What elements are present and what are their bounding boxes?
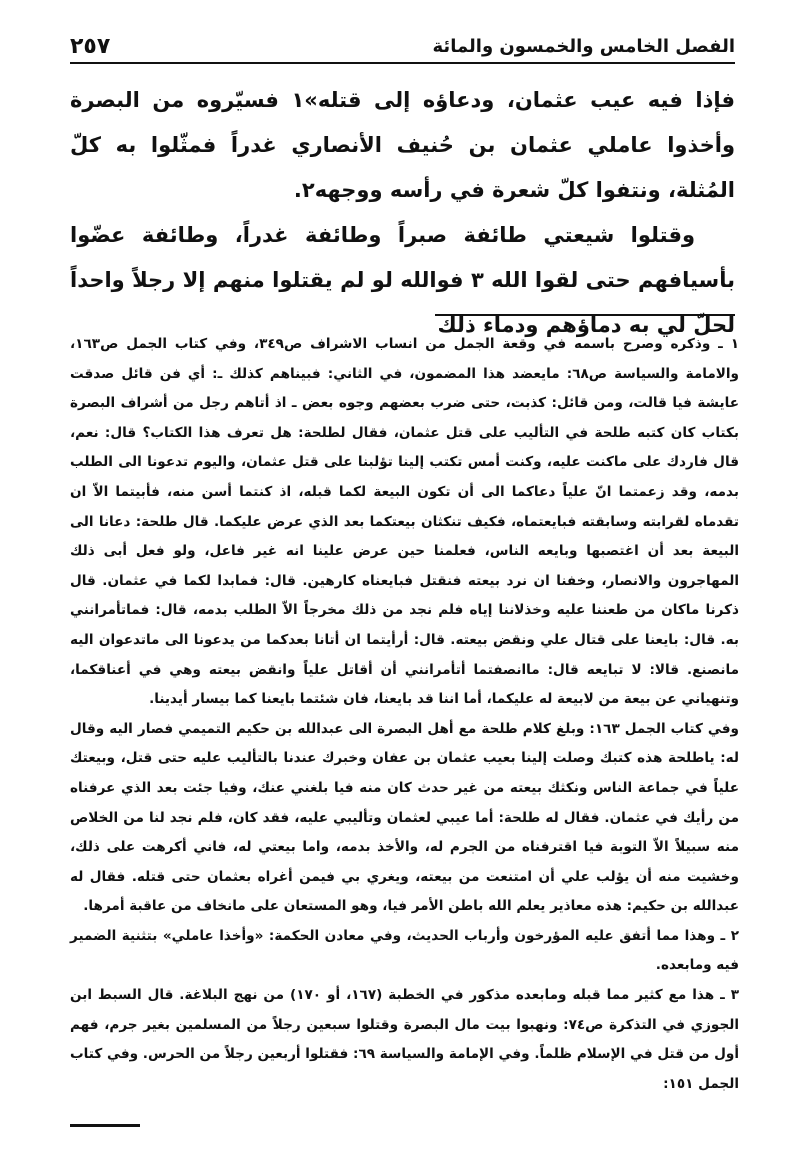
main-text	[70, 78, 735, 348]
footnotes	[70, 330, 739, 1099]
footnote-1-part-b: وفي كتاب الجمل ١٦٣: وبلغ كلام طلحة مع أهل البصرة الى عبدالله بن حكيم التميمي فصار اليه وقال له: ياطلحة هذه كتبك وصلت إلينا بعيب عثمان بن عفان وخبرك عندنا بالتأليب عليه حتى قتل، وبيعتك علياً في جماعة الناس ونكثك بيعته من غير حدث كان منه فيا بلغني عنك، وفيا جئت بعد الذي عرفناه من رأيك في عثمان. فقال له طلحة: أما عيبي لعثمان وتأليبي عليه، فقد كان، فلم نجد لنا من الخلاص منه سبيلاً الاّ التوبة فيا اقترفناه من الجرم له، والأخذ بدمه، واما بيعتي له، فاني أكرهت على ذلك، وخشيت منه أن يؤلب علي أن امتنعت من بيعته، ويغري بي فيمن أغراه بعثمان حتى قتله. فقال له عبدالله بن حكيم: هذه معاذير يعلم الله باطن الأمر فيا، وهو المستعان على مانخاف من عاقبة أمرها.	[70, 720, 739, 915]
continuation-arrow	[70, 1124, 140, 1127]
page-number: ٢٥٧	[70, 33, 111, 59]
main-paragraph-1: فإذا فيه عيب عثمان، ودعاؤه إلى قتله»١ فسيّروه من البصرة وأخذوا عاملي عثمان بن حُنيف الأنصاري غدراً فمثّلوا به كلّ المُثلة، ونتفوا كلّ شعرة في رأسه ووجهه٢.	[70, 88, 735, 202]
footnote-2: ٢ ـ وهذا مما أتفق عليه المؤرخون وأرباب الحديث، وفي معادن الحكمة: «وأخذا عاملي» بتثنية الضمير فيه ومابعده.	[70, 927, 739, 974]
header-rule	[70, 62, 735, 64]
footnote-1-part-a: ١ ـ وذكره وصرح باسمه في وقعة الجمل من انساب الاشراف ص٣٤٩، وفي كتاب الجمل ص١٦٣، والامامة والسياسة ص٦٨: مايعضد هذا المضمون، في الثاني: فبيناهم كذلك ـ: أي فن قائل صدقت عايشة فيا قالت، ومن قائل: كذبت، حتى ضرب بعضهم وجوه بعض ـ اذ أتاهم رجل من أشراف البصرة بكتاب كان كتبه طلحة في التأليب على قتل عثمان، فقال لطلحة: هل تعرف هذا الكتاب؟ قال: نعم، قال فاردك على ماكنت عليه، وكنت أمس تكتب إلينا تؤلبنا على قتل عثمان، واليوم تدعونا الى الطلب بدمه، وقد زعمتما انّ علياً دعاكما الى أن تكون البيعة لكما قبله، اذ كنتما أسن منه، فأبيتما الاّ ان تقدماه لقرابته وسابقته فبايعتماه، فكيف تنكثان بيعتكما بعد الذي عرض عليكما. قال طلحة: دعانا الى البيعة بعد أن اغتصبها وبايعه الناس، فعلمنا حين عرض علينا انه غير فاعل، ولو فعل أبى ذلك المهاجرون والانصار، وخفنا ان نرد بيعته فنقتل فبايعناه كارهين. قال: فمابدا لكما في عثمان. قال ذكرنا ماكان من طعننا عليه وخذلاننا إياه فلم نجد من ذلك مخرجاً الاّ الطلب بدمه، قال: فماتأمرانني به. قال: بايعنا على قتال علي ونقض بيعته. قال: أرأيتما ان أتانا بعدكما من يدعونا الى ماتدعوان اليه مانصنع. قالا: لا تبايعه قال: ماانصفتما أتأمرانني أن أقاتل علياً وانقض بيعته وهي في أعناقكما، وتنهياني عن بيعة من لابيعة له عليكما، أما اننا قد بايعنا، فان شئتما بايعنا كما بيسار أيدينا.	[70, 336, 739, 708]
footnote-separator	[435, 314, 735, 316]
footnote-3: ٣ ـ هذا مع كثير مما قبله ومابعده مذكور في الخطبة (١٦٧، أو ١٧٠) من نهج البلاغة. قال السبط ابن الجوزي في التذكرة ص٧٤: ونهبوا بيت مال البصرة وقتلوا سبعين رجلاً من المسلمين بغير جرم، فهم أول من قتل في الإسلام ظلماً. وفي الإمامة والسياسة ٦٩: فقتلوا أربعين رجلاً من الحرس. وفي كتاب الجمل ١٥١:	[70, 987, 739, 1092]
chapter-title: الفصل الخامس والخمسون والمائة	[432, 35, 735, 57]
page-header	[70, 28, 735, 64]
main-paragraph-2: وقتلوا شيعتي طائفة صبراً وطائفة غدراً، وطائفة عضّوا بأسيافهم حتى لقوا الله ٣ فوالله لو لم يقتلوا منهم إلا رجلاً واحداً لحلّ لي به دماؤهم ودماء ذلك	[70, 223, 735, 337]
